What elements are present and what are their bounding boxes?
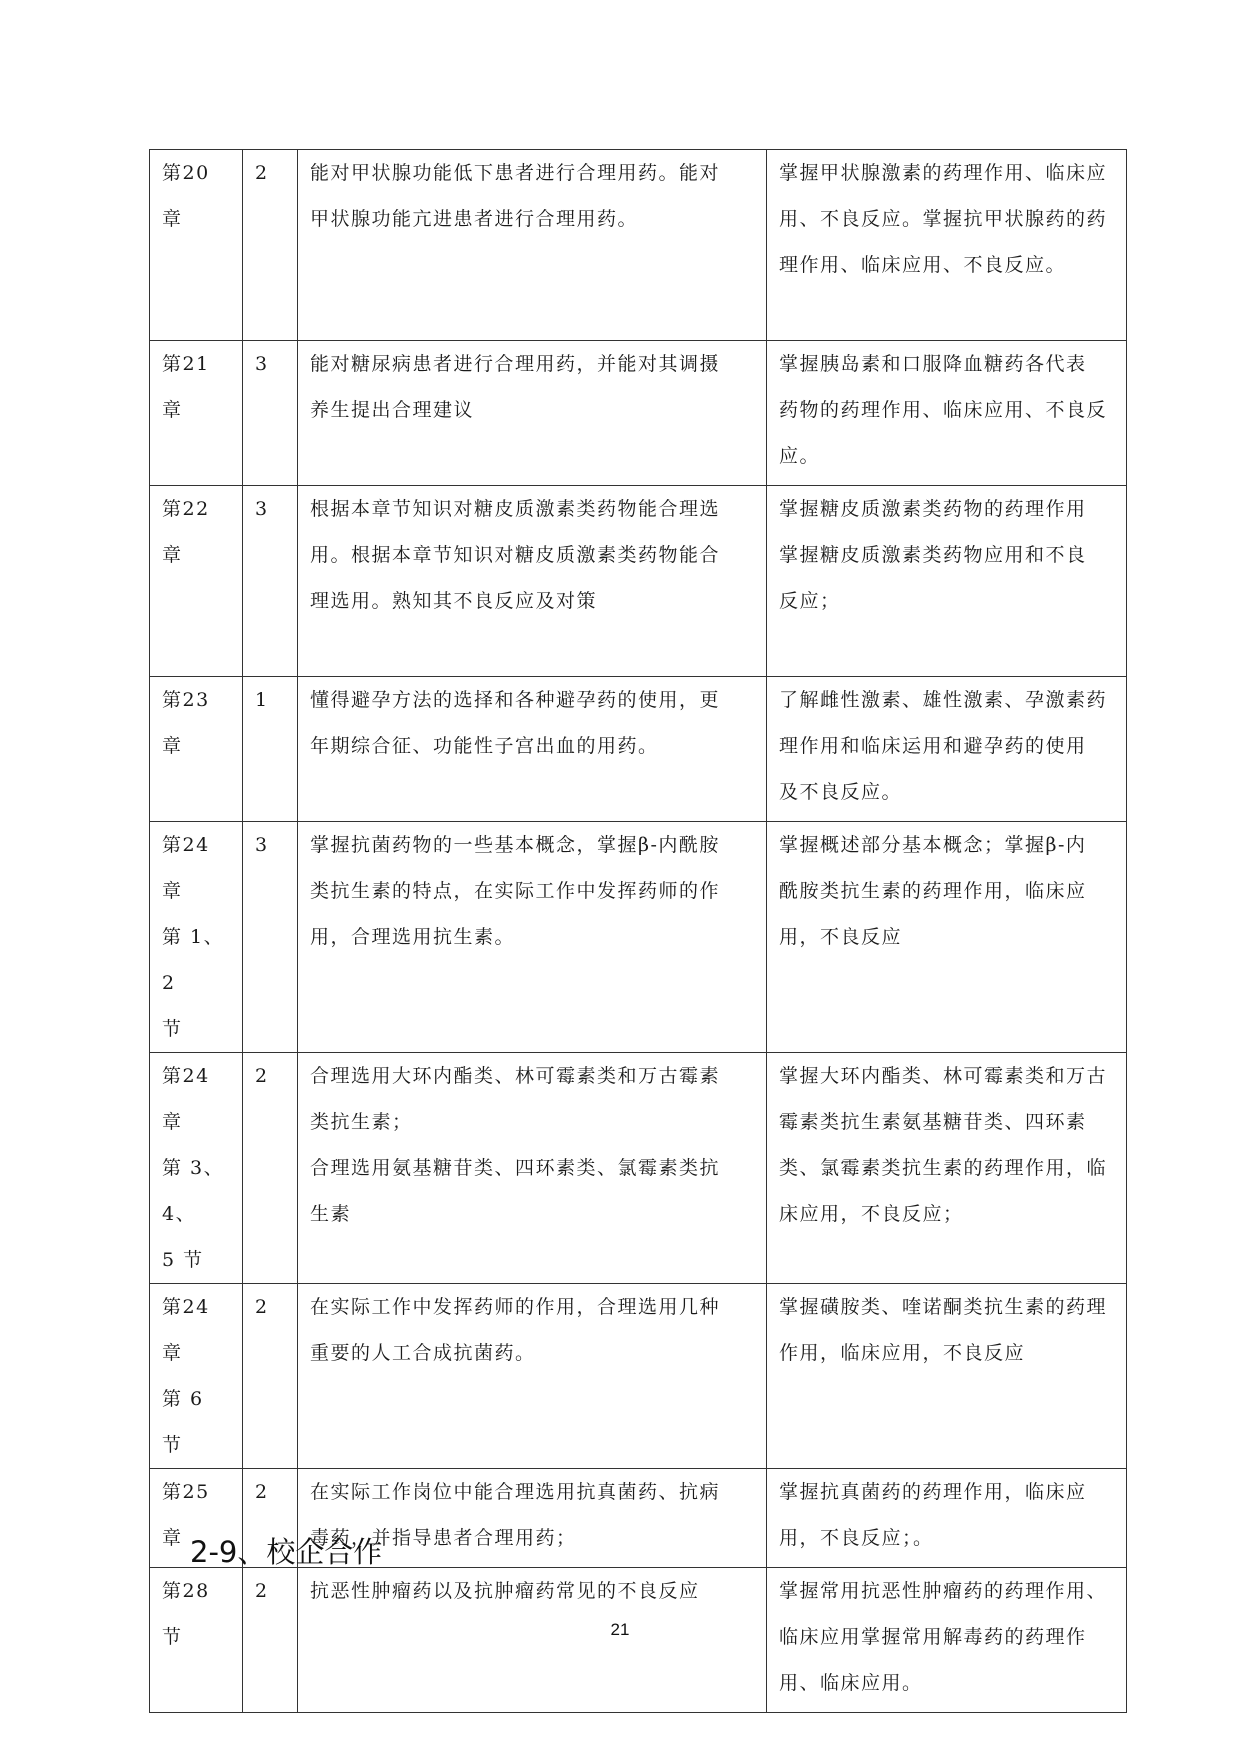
knowledge-line: 霉素类抗生素氨基糖苷类、四环素 [779,1111,1087,1133]
hours-line: 2 [255,1481,269,1503]
ability-objectives-cell [298,1284,767,1469]
ability-line: 合理选用大环内酯类、林可霉素类和万古霉素 [310,1065,721,1087]
chapter-cell [150,677,243,822]
chapter-line: 第22章 [162,498,210,566]
knowledge-line: 理作用、临床应用、不良反应。 [779,254,1067,276]
hours-line: 3 [255,353,269,375]
table-row [150,1053,1127,1284]
ability-objectives-cell [298,677,767,822]
table-row [150,486,1127,677]
knowledge-line: 作用，临床应用，不良反应 [779,1342,1026,1364]
hours-cell [243,1053,298,1284]
ability-line: 养生提出合理建议 [310,399,475,421]
chapter-cell [150,486,243,677]
chapter-line: 第25章 [162,1481,210,1549]
chapter-line: 第 6 节 [162,1388,204,1456]
knowledge-line: 及不良反应。 [779,781,903,803]
knowledge-line: 酰胺类抗生素的药理作用，临床应 [779,880,1087,902]
knowledge-objectives-cell [767,1284,1127,1469]
chapter-cell [150,341,243,486]
knowledge-line: 用，不良反应 [779,926,903,948]
knowledge-line: 床应用，不良反应； [779,1203,964,1225]
ability-line: 能对糖尿病患者进行合理用药，并能对其调摄 [310,353,721,375]
knowledge-line: 应。 [779,445,821,467]
chapter-line: 第28节 [162,1580,210,1648]
hours-cell [243,822,298,1053]
table-row [150,677,1127,822]
knowledge-line: 掌握糖皮质激素类药物应用和不良 [779,544,1087,566]
knowledge-line: 掌握胰岛素和口服降血糖药各代表 [779,353,1087,375]
knowledge-line: 用、不良反应。掌握抗甲状腺药的药 [779,208,1108,230]
ability-line: 生素 [310,1203,352,1225]
hours-cell [243,1284,298,1469]
ability-objectives-cell [298,1053,767,1284]
ability-line: 在实际工作中发挥药师的作用，合理选用几种 [310,1296,721,1318]
syllabus-table-body [150,150,1127,1713]
ability-line: 掌握抗菌药物的一些基本概念，掌握β-内酰胺 [310,834,720,856]
ability-line: 类抗生素的特点，在实际工作中发挥药师的作 [310,880,721,902]
knowledge-line: 理作用和临床运用和避孕药的使用 [779,735,1087,757]
chapter-line: 第20章 [162,162,210,230]
hours-line: 3 [255,498,269,520]
syllabus-table [149,149,1127,1713]
ability-line: 能对甲状腺功能低下患者进行合理用药。能对 [310,162,721,184]
ability-line: 用。根据本章节知识对糖皮质激素类药物能合 [310,544,721,566]
chapter-line: 5 节 [162,1249,204,1271]
ability-line: 重要的人工合成抗菌药。 [310,1342,536,1364]
ability-objectives-cell [298,486,767,677]
ability-line: 甲状腺功能亢进患者进行合理用药。 [310,208,639,230]
ability-line: 合理选用氨基糖苷类、四环素类、氯霉素类抗 [310,1157,721,1179]
knowledge-line: 掌握大环内酯类、林可霉素类和万古 [779,1065,1108,1087]
knowledge-objectives-cell [767,150,1127,341]
chapter-line: 第24章 [162,1065,210,1133]
hours-line: 2 [255,1065,269,1087]
knowledge-line: 用，不良反应；。 [779,1527,934,1549]
chapter-line: 第24章 [162,834,210,902]
table-row [150,1568,1127,1713]
ability-objectives-cell [298,822,767,1053]
knowledge-line: 临床应用掌握常用解毒药的药理作 [779,1626,1087,1648]
chapter-cell [150,822,243,1053]
hours-line: 1 [255,689,269,711]
ability-line: 抗恶性肿瘤药以及抗肿瘤药常见的不良反应 [310,1580,700,1602]
knowledge-objectives-cell [767,1568,1127,1713]
hours-line: 3 [255,834,269,856]
chapter-line: 第23章 [162,689,210,757]
knowledge-line: 反应； [779,590,841,612]
knowledge-objectives-cell [767,1469,1127,1568]
chapter-line: 第 3、4、 [162,1157,225,1225]
chapter-cell [150,1284,243,1469]
hours-cell [243,341,298,486]
hours-cell [243,677,298,822]
knowledge-line: 掌握抗真菌药的药理作用，临床应 [779,1481,1087,1503]
ability-line: 毒药，并指导患者合理用药； [310,1527,577,1549]
ability-objectives-cell [298,1568,767,1713]
chapter-line: 节 [162,1018,183,1040]
knowledge-line: 掌握概述部分基本概念；掌握β-内 [779,834,1087,856]
knowledge-line: 掌握甲状腺激素的药理作用、临床应 [779,162,1108,184]
section-heading: 2-9、校企合作 [190,1535,383,1569]
knowledge-objectives-cell [767,677,1127,822]
hours-cell [243,486,298,677]
chapter-line: 第 1、2 [162,926,225,994]
knowledge-line: 掌握常用抗恶性肿瘤药的药理作用、 [779,1580,1108,1602]
ability-objectives-cell [298,341,767,486]
chapter-cell [150,1568,243,1713]
ability-line: 年期综合征、功能性子宫出血的用药。 [310,735,659,757]
ability-line: 用，合理选用抗生素。 [310,926,516,948]
hours-line: 2 [255,1580,269,1602]
hours-line: 2 [255,162,269,184]
ability-line: 理选用。熟知其不良反应及对策 [310,590,598,612]
ability-line: 在实际工作岗位中能合理选用抗真菌药、抗病 [310,1481,721,1503]
ability-objectives-cell [298,150,767,341]
knowledge-line: 药物的药理作用、临床应用、不良反 [779,399,1108,421]
chapter-cell [150,150,243,341]
hours-line: 2 [255,1296,269,1318]
knowledge-objectives-cell [767,486,1127,677]
ability-line: 懂得避孕方法的选择和各种避孕药的使用，更 [310,689,721,711]
knowledge-line: 类、氯霉素类抗生素的药理作用，临 [779,1157,1108,1179]
ability-line: 根据本章节知识对糖皮质激素类药物能合理选 [310,498,721,520]
ability-line: 类抗生素； [310,1111,413,1133]
knowledge-line: 用、临床应用。 [779,1672,923,1694]
table-row [150,1284,1127,1469]
chapter-line: 第21章 [162,353,210,421]
table-row [150,150,1127,341]
knowledge-line: 了解雌性激素、雄性激素、孕激素药 [779,689,1108,711]
table-row [150,822,1127,1053]
knowledge-line: 掌握糖皮质激素类药物的药理作用 [779,498,1087,520]
hours-cell [243,150,298,341]
chapter-line: 第24章 [162,1296,210,1364]
knowledge-objectives-cell [767,822,1127,1053]
chapter-cell [150,1053,243,1284]
table-row [150,341,1127,486]
hours-cell [243,1568,298,1713]
knowledge-line: 掌握磺胺类、喹诺酮类抗生素的药理 [779,1296,1108,1318]
knowledge-objectives-cell [767,341,1127,486]
knowledge-objectives-cell [767,1053,1127,1284]
page-number: 21 [610,1620,630,1639]
